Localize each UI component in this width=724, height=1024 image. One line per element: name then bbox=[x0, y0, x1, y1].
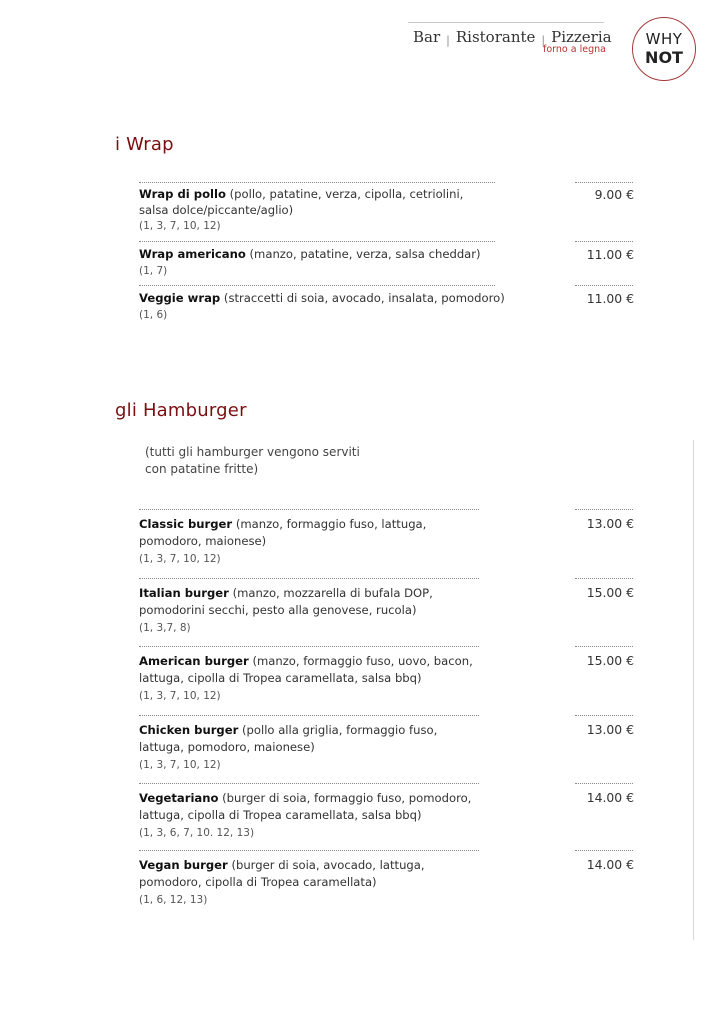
header-subtitle: forno a legna bbox=[543, 44, 606, 55]
item-price: 13.00 € bbox=[586, 722, 634, 737]
item-price: 11.00 € bbox=[586, 291, 634, 306]
menu-item bbox=[139, 187, 479, 235]
item-description: (pollo alla griglia, formaggio fuso, lattuga, pomodoro, maionese) bbox=[139, 723, 438, 754]
page-edge-rule bbox=[693, 440, 694, 940]
section-title-wrap: i Wrap bbox=[115, 134, 174, 155]
price-dot-leader bbox=[575, 285, 633, 286]
price-dot-leader bbox=[575, 578, 633, 579]
item-description: (straccetti di soia, avocado, insalata, pomodoro) bbox=[223, 291, 505, 305]
item-allergens: (1, 3,7, 8) bbox=[139, 622, 191, 634]
item-description: (manzo, formaggio fuso, lattuga, pomodoro, maionese) bbox=[139, 517, 427, 548]
section-title-hamburger: gli Hamburger bbox=[115, 400, 247, 421]
dot-leader bbox=[139, 241, 495, 242]
nav-pizzeria: Pizzeria bbox=[551, 28, 612, 46]
nav-bar: Bar bbox=[413, 28, 441, 46]
item-allergens: (1, 6, 12, 13) bbox=[139, 894, 208, 906]
menu-item bbox=[139, 790, 474, 842]
menu-item bbox=[139, 291, 509, 323]
item-allergens: (1, 3, 7, 10, 12) bbox=[139, 220, 221, 232]
item-price: 9.00 € bbox=[594, 187, 634, 202]
nav-separator: | bbox=[446, 34, 450, 47]
menu-item bbox=[139, 247, 509, 279]
dot-leader bbox=[139, 285, 495, 286]
item-allergens: (1, 6) bbox=[139, 308, 168, 321]
item-name: Vegan burger bbox=[139, 858, 228, 872]
menu-item bbox=[139, 585, 474, 637]
price-dot-leader bbox=[575, 783, 633, 784]
nav-ristorante: Ristorante bbox=[455, 28, 536, 46]
item-name: Classic burger bbox=[139, 517, 233, 531]
dot-leader bbox=[139, 715, 479, 716]
dot-leader bbox=[139, 783, 479, 784]
item-name: Chicken burger bbox=[139, 723, 239, 737]
price-dot-leader bbox=[575, 850, 633, 851]
item-name: Wrap americano bbox=[139, 247, 246, 261]
item-name: Italian burger bbox=[139, 586, 229, 600]
item-price: 15.00 € bbox=[586, 653, 634, 668]
item-description: (burger di soia, formaggio fuso, pomodoro, lattuga, cipolla di Tropea caramellata, salsa bbq) bbox=[139, 791, 472, 822]
item-price: 14.00 € bbox=[586, 790, 634, 805]
item-name: American burger bbox=[139, 654, 249, 668]
item-description: (burger di soia, avocado, lattuga, pomodoro, cipolla di Tropea caramellata) bbox=[139, 858, 425, 889]
item-allergens: (1, 3, 6, 7, 10. 12, 13) bbox=[139, 827, 255, 839]
why-not-logo bbox=[632, 17, 696, 81]
item-name: Wrap di pollo bbox=[139, 187, 226, 201]
item-allergens: (1, 3, 7, 10, 12) bbox=[139, 690, 221, 702]
item-price: 15.00 € bbox=[586, 585, 634, 600]
dot-leader bbox=[139, 850, 479, 851]
dot-leader bbox=[139, 578, 479, 579]
price-dot-leader bbox=[575, 646, 633, 647]
header-rule bbox=[408, 22, 604, 23]
menu-item bbox=[139, 516, 474, 568]
item-price: 14.00 € bbox=[586, 857, 634, 872]
item-allergens: (1, 3, 7, 10, 12) bbox=[139, 553, 221, 565]
logo-line-2: NOT bbox=[645, 48, 683, 67]
section-note: (tutti gli hamburger vengono serviti con patatine fritte) bbox=[145, 445, 360, 476]
item-description: (pollo, patatine, verza, cipolla, cetriolini, salsa dolce/piccante/aglio) bbox=[139, 187, 464, 217]
nav-separator: | bbox=[541, 34, 546, 47]
menu-item bbox=[139, 653, 474, 705]
item-name: Veggie wrap bbox=[139, 291, 221, 305]
item-price: 11.00 € bbox=[586, 247, 634, 262]
item-price: 13.00 € bbox=[586, 516, 634, 531]
menu-item bbox=[139, 857, 489, 909]
price-dot-leader bbox=[575, 509, 633, 510]
logo-line-1: WHY bbox=[645, 30, 683, 48]
dot-leader bbox=[139, 509, 479, 510]
item-allergens: (1, 3, 7, 10, 12) bbox=[139, 759, 221, 771]
item-name: Vegetariano bbox=[139, 791, 219, 805]
price-dot-leader bbox=[575, 715, 633, 716]
dot-leader bbox=[139, 182, 495, 183]
item-allergens: (1, 7) bbox=[139, 264, 168, 277]
price-dot-leader bbox=[575, 182, 633, 183]
item-description: (manzo, mozzarella di bufala DOP, pomodorini secchi, pesto alla genovese, rucola) bbox=[139, 586, 433, 617]
dot-leader bbox=[139, 646, 479, 647]
item-description: (manzo, patatine, verza, salsa cheddar) bbox=[249, 247, 481, 261]
menu-item bbox=[139, 722, 474, 774]
item-description: (manzo, formaggio fuso, uovo, bacon, lattuga, cipolla di Tropea caramellata, salsa bbq) bbox=[139, 654, 473, 685]
price-dot-leader bbox=[575, 241, 633, 242]
